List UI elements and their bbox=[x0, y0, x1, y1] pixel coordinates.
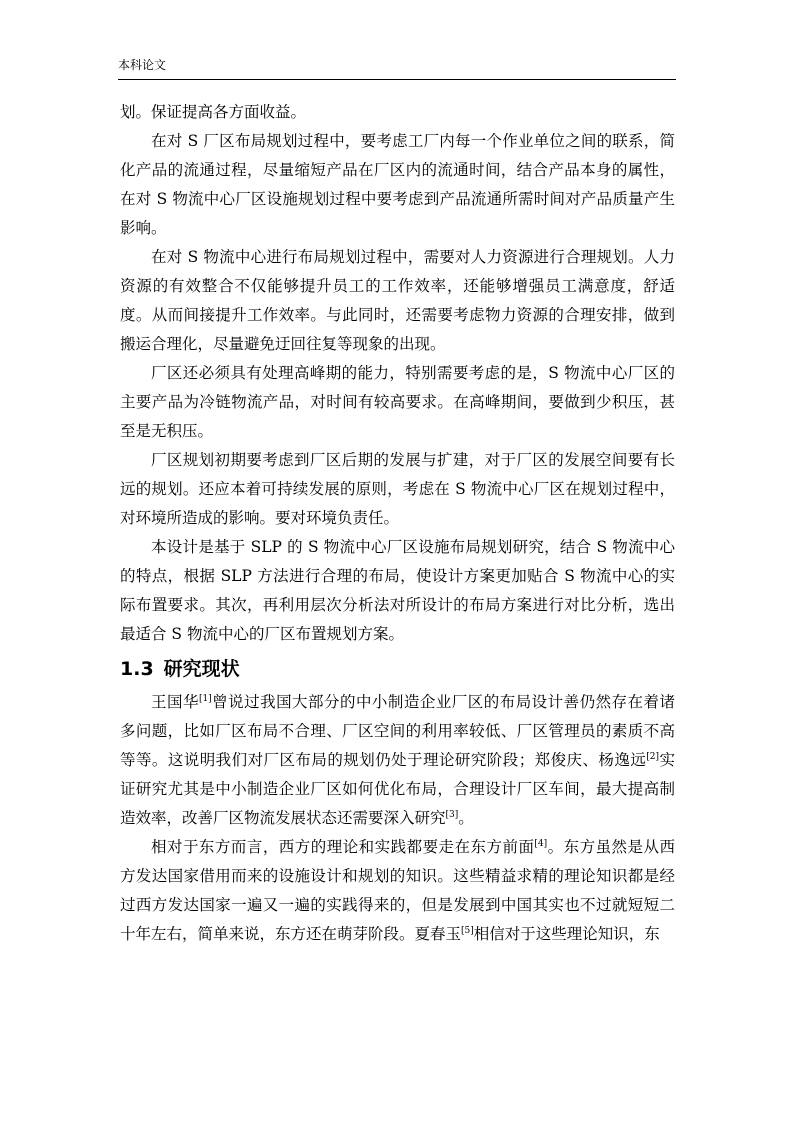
header-label: 本科论文 bbox=[118, 58, 167, 72]
paragraph-research-status bbox=[120, 688, 675, 833]
text-segment: 相信对于这些理论知识，东 bbox=[473, 925, 660, 943]
section-number: 1.3 bbox=[120, 658, 154, 680]
paragraph-human-resources: 在对 S 物流中心进行布局规划过程中，需要对人力资源进行合理规划。人力资源的有效整合不仅能够提升员工的工作效率，还能够增强员工满意度，舒适度。从而间接提升工作效率。与此同时，还需要考虑物力资源的合理安排，做到搬运合理化，尽量避免迂回往复等现象的出现。 bbox=[120, 248, 675, 353]
text-segment: 。 bbox=[458, 809, 474, 827]
page-header bbox=[118, 57, 676, 80]
text-segment: 王国华 bbox=[151, 693, 199, 711]
text-segment: 相对于东方而言，西方的理论和实践都要走在东方前面 bbox=[151, 838, 535, 856]
paragraph-layout-planning: 在对 S 厂区布局规划过程中，要考虑工厂内每一个作业单位之间的联系，简化产品的流通过程，尽量缩短产品在厂区内的流通时间，结合产品本身的属性，在对 S 物流中心厂区设施规划过程中要考虑到产品流通所需时间对产品质量产生影响。 bbox=[120, 132, 675, 237]
section-heading bbox=[120, 654, 675, 684]
text-segment: 曾说过我国大部分的中小制造企业厂区的布局设计善仍然存在着诸多问题，比如厂区布局不合理、厂区空间的利用率较低、厂区管理员的素质不高等等。这说明我们对厂区布局的规划仍处于理论研究阶段；郑俊庆、杨逸远 bbox=[120, 693, 675, 769]
paragraph-continuation: 划。保证提高各方面收益。 bbox=[120, 103, 307, 121]
citation-ref: [5] bbox=[461, 925, 474, 936]
paragraph-peak-capacity: 厂区还必须具有处理高峰期的能力，特别需要考虑的是，S 物流中心厂区的主要产品为冷链物流产品，对时间有较高要求。在高峰期间，要做到少积压，甚至是无积压。 bbox=[120, 364, 675, 440]
document-body bbox=[120, 98, 675, 949]
paragraph-future-expansion: 厂区规划初期要考虑到厂区后期的发展与扩建，对于厂区的发展空间要有长远的规划。还应本着可持续发展的原则，考虑在 S 物流中心厂区在规划过程中，对环境所造成的影响。要对环境负责任。 bbox=[120, 451, 675, 527]
citation-ref: [2] bbox=[646, 751, 660, 762]
text-segment: 。东方虽然是从西方发达国家借用而来的设施设计和规划的知识。这些精益求精的理论知识都是经过西方发达国家一遍又一遍的实践得来的，但是发展到中国其实也不过就短短二十年左右，简单来说，东方还在萌芽阶段。夏春玉 bbox=[120, 838, 675, 943]
section-title: 研究现状 bbox=[163, 658, 240, 680]
citation-ref: [3] bbox=[445, 809, 459, 820]
paragraph-design-approach: 本设计是基于 SLP 的 S 物流中心厂区设施布局规划研究，结合 S 物流中心的特点，根据 SLP 方法进行合理的布局，使设计方案更加贴合 S 物流中心的实际布置要求。其次，再利用层次分析法对所设计的布局方案进行对比分析，选出最适合 S 物流中心的厂区布置规划方案。 bbox=[120, 538, 675, 643]
citation-ref: [1] bbox=[198, 693, 212, 704]
paragraph-east-west-comparison bbox=[120, 833, 675, 949]
citation-ref: [4] bbox=[534, 838, 548, 849]
text-segment: 实证研究尤其是中小制造企业厂区如何优化布局，合理设计厂区车间，最大提高制造效率，改善厂区物流发展状态还需要深入研究 bbox=[120, 751, 675, 827]
